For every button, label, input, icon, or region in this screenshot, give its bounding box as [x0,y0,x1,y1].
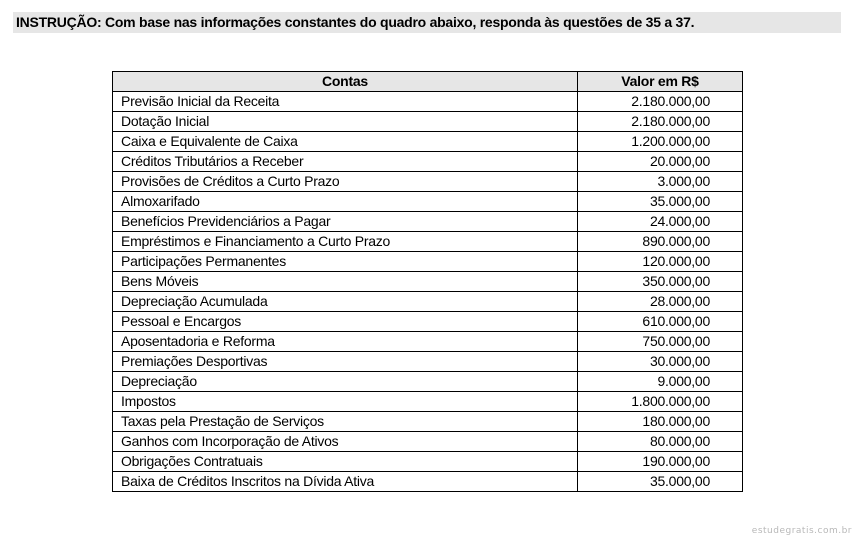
table-row [113,172,743,192]
table-row [113,212,743,232]
conta-cell: Participações Permanentes [113,252,578,272]
valor-cell: 9.000,00 [578,372,743,392]
table-row [113,452,743,472]
conta-cell: Premiações Desportivas [113,352,578,372]
table-row [113,392,743,412]
table-row [113,92,743,112]
valor-cell: 890.000,00 [578,232,743,252]
table-row [113,232,743,252]
valor-cell: 2.180.000,00 [578,92,743,112]
valor-cell: 610.000,00 [578,312,743,332]
valor-cell: 35.000,00 [578,192,743,212]
conta-cell: Taxas pela Prestação de Serviços [113,412,578,432]
valor-cell: 750.000,00 [578,332,743,352]
conta-cell: Baixa de Créditos Inscritos na Dívida Ativa [113,472,578,492]
valor-cell: 20.000,00 [578,152,743,172]
table-row [113,152,743,172]
table-row [113,332,743,352]
table-row [113,372,743,392]
valor-cell: 80.000,00 [578,432,743,452]
conta-cell: Benefícios Previdenciários a Pagar [113,212,578,232]
valor-cell: 1.200.000,00 [578,132,743,152]
conta-cell: Obrigações Contratuais [113,452,578,472]
valor-cell: 3.000,00 [578,172,743,192]
table-row [113,312,743,332]
valor-cell: 1.800.000,00 [578,392,743,412]
table-row [113,272,743,292]
header-contas: Contas [113,72,578,92]
valor-cell: 190.000,00 [578,452,743,472]
conta-cell: Almoxarifado [113,192,578,212]
instruction-banner: INSTRUÇÃO: Com base nas informações constantes do quadro abaixo, responda às questões de 35 a 37. [13,12,841,33]
conta-cell: Depreciação Acumulada [113,292,578,312]
conta-cell: Previsão Inicial da Receita [113,92,578,112]
conta-cell: Dotação Inicial [113,112,578,132]
table-row [113,432,743,452]
valor-cell: 120.000,00 [578,252,743,272]
table-row [113,412,743,432]
valor-cell: 35.000,00 [578,472,743,492]
valor-cell: 28.000,00 [578,292,743,312]
accounts-table [112,71,743,492]
table-body [113,92,743,492]
valor-cell: 2.180.000,00 [578,112,743,132]
conta-cell: Aposentadoria e Reforma [113,332,578,352]
valor-cell: 180.000,00 [578,412,743,432]
conta-cell: Depreciação [113,372,578,392]
table-row [113,352,743,372]
table-row [113,112,743,132]
table-row [113,192,743,212]
conta-cell: Empréstimos e Financiamento a Curto Prazo [113,232,578,252]
table-row [113,252,743,272]
conta-cell: Créditos Tributários a Receber [113,152,578,172]
conta-cell: Pessoal e Encargos [113,312,578,332]
valor-cell: 24.000,00 [578,212,743,232]
conta-cell: Impostos [113,392,578,412]
table-row [113,472,743,492]
header-valor: Valor em R$ [578,72,743,92]
conta-cell: Caixa e Equivalente de Caixa [113,132,578,152]
table-row [113,292,743,312]
table-row [113,132,743,152]
conta-cell: Bens Móveis [113,272,578,292]
valor-cell: 30.000,00 [578,352,743,372]
valor-cell: 350.000,00 [578,272,743,292]
conta-cell: Provisões de Créditos a Curto Prazo [113,172,578,192]
conta-cell: Ganhos com Incorporação de Ativos [113,432,578,452]
table-header-row [113,72,743,92]
watermark: estudegratis.com.br [751,526,852,536]
